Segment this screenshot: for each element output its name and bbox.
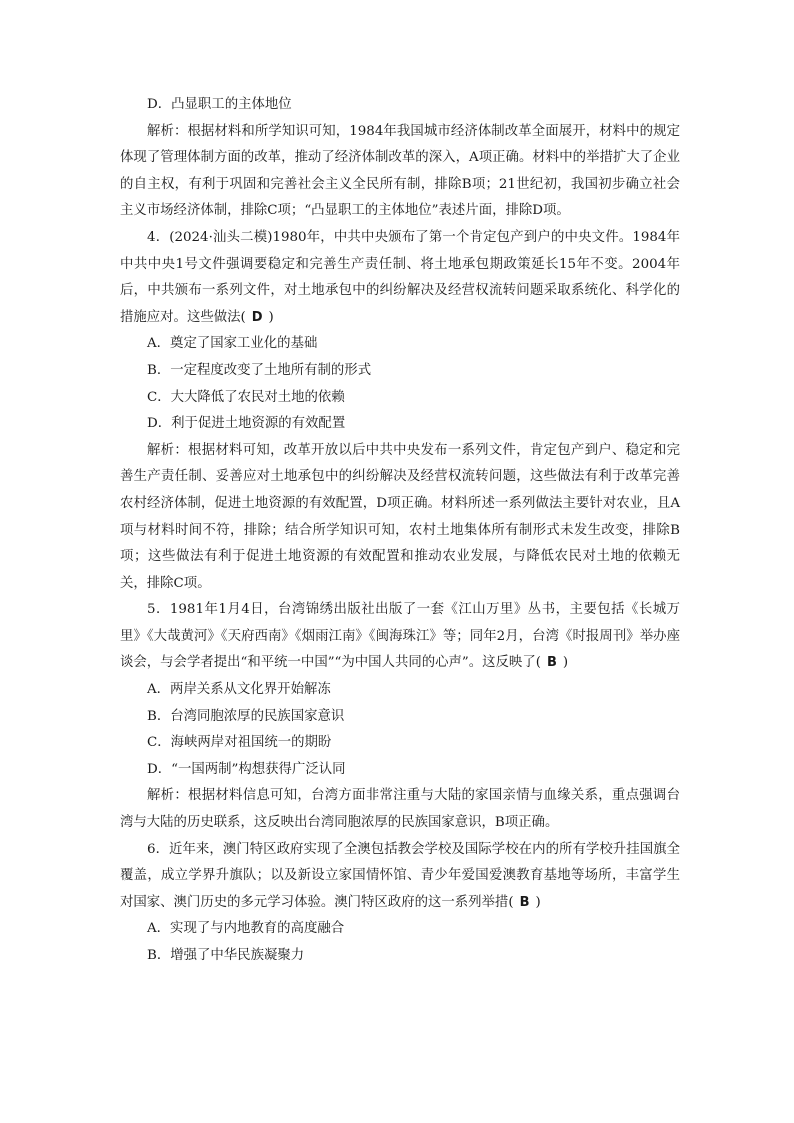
q5-option-a: A．两岸关系从文化界开始解冻 [147,682,331,698]
q4-explanation: 解析：根据材料可知，改革开放以后中共中央发布一系列文件，肯定包产到户、稳定和完善生产责任制、妥善应对土地承包中的纠纷解决及经营权流转问题，这些做法有利于改革完善农村经济体制，促进土地资源的有效配置，D项正确。材料所述一系列做法主要针对农业，且A项与材料时间不符，排除；结合所学知识可知，农村土地集体所有制形式未发生改变，排除B项；这些做法有利于促进土地资源的有效配置和推动农业发展，与降低农民对土地的依赖无关，排除C项。 [120,442,680,591]
q4-stem-text: 4．(2024·汕头二模)1980年，中共中央颁布了第一个肯定包产到户的中央文件。1984年中共中央1号文件强调要稳定和完善生产责任制、将土地承包期政策延长15年不变。2004年后，中共颁布一系列文件，对土地承包中的纠纷解决及经营权流转问题采取系统化、科学化的措施应对。这些做法( [120,229,680,325]
q6-option-b: B．增强了中华民族凝聚力 [147,948,305,963]
document-body [120,92,680,970]
q5-stem [120,597,680,677]
q3-explanation: 解析：根据材料和所学知识可知，1984年我国城市经济体制改革全面展开，材料中的规定体现了管理体制方面的改革，推动了经济体制改革的深入，A项正确。材料中的举措扩大了企业的自主权，有利于巩固和完善社会主义全民所有制，排除B项；21世纪初，我国初步确立社会主义市场经济体制，排除C项；“凸显职工的主体地位”表述片面，排除D项。 [120,123,680,219]
q4-option-a: A．奠定了国家工业化的基础 [147,336,318,352]
q5-answer: B [546,655,557,671]
q4-stem-close: ) [268,309,274,325]
q6-stem [120,837,680,917]
q6-stem-close: ) [535,894,541,910]
q6-option-a: A．实现了与内地教育的高度融合 [147,921,345,937]
q5-option-d: D．“一国两制”构想获得广泛认同 [147,761,346,777]
q4-answer: D [251,309,263,325]
q5-option-b: B．台湾同胞浓厚的民族国家意识 [147,708,345,724]
q6-stem-text: 6．近年来，澳门特区政府实现了全澳包括教会学校及国际学校在内的所有学校升挂国旗全覆盖，成立学界升旗队；以及新设立家国情怀馆、青少年爱国爱澳教育基地等场所，丰富学生对国家、澳门历史的多元学习体验。澳门特区政府的这一系列举措( [120,841,680,910]
q5-stem-close: ) [562,655,569,671]
q5-option-c: C．海峡两岸对祖国统一的期盼 [147,735,332,751]
q4-option-c: C．大大降低了农民对土地的依赖 [147,389,345,405]
q5-explanation: 解析：根据材料信息可知，台湾方面非常注重与大陆的家国亲情与血缘关系，重点强调台湾与大陆的历史联系，这反映出台湾同胞浓厚的民族国家意识，B项正确。 [120,788,680,831]
q4-stem [120,225,680,331]
q4-option-d: D．利于促进土地资源的有效配置 [147,416,346,432]
q4-option-b: B．一定程度改变了土地所有制的形式 [147,362,372,378]
q3-option-d: D．凸显职工的主体地位 [147,97,292,112]
q6-answer: B [519,894,530,910]
q5-stem-text: 5．1981年1月4日，台湾锦绣出版社出版了一套《江山万里》丛书，主要包括《长城万里》《大哉黄河》《天府西南》《烟雨江南》《闽海珠江》等；同年2月，台湾《时报周刊》举办座谈会，与会学者提出“和平统一中国”“为中国人共同的心声”。这反映了( [120,602,680,671]
